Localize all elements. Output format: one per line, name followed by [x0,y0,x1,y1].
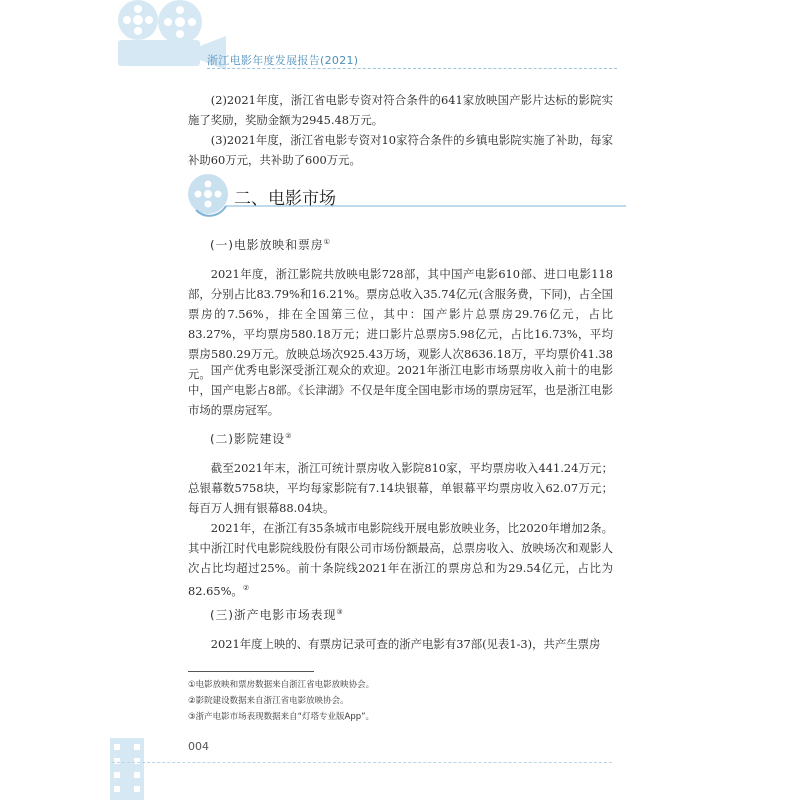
intro-paragraph-2: (3)2021年度，浙江省电影专资对10家符合条件的乡镇电影院实施了补助，每家补助60万元，共补助了600万元。 [188,133,613,167]
intro-paragraph-1: (2)2021年度，浙江省电影专资对符合条件的641家放映国产影片达标的影院实施了奖励，奖励金额为2945.48万元。 [188,93,613,127]
footnote-3: ③浙产电影市场表现数据来自“灯塔专业版App”。 [188,712,375,722]
header-divider [207,68,617,69]
section-title: 二、电影市场 [234,189,336,209]
page-number: 004 [188,740,209,753]
subsection-heading-3: (三)浙产电影市场表现③ [210,608,344,622]
footnote-divider [188,671,314,672]
film-strip-decoration [100,738,150,800]
subsection-1-paragraph-1: 2021年度，浙江影院共放映电影728部，其中国产电影610部、进口电影118部，分别占比83.79%和16.21%。票房总收入35.74亿元(含服务费，下同)，占全国票房的7.56%，排在全国第三位，其中：国产影片总票房29.76亿元，占比83.27%，平均票房580.18万元；进口影片总票房5.98亿元，占比16.73%，平均票房580.29万元。放映总场次925.43万场，观影人次8636.18万，平均票价41.38元。 [188,267,613,381]
footer-divider [112,762,612,763]
running-header: 浙江电影年度发展报告(2021) [207,54,359,67]
footnote-2: ②影院建设数据来自浙江省电影放映协会。 [188,696,349,706]
subsection-3-paragraph-1: 2021年度上映的、有票房记录可查的浙产电影有37部(见表1-3)，共产生票房 [210,637,601,651]
subsection-2-paragraph-1: 截至2021年末，浙江可统计票房收入影院810家，平均票房收入441.24万元；总银幕数5758块，平均每家影院有7.14块银幕，单银幕平均票房收入62.07万元；每百万人拥有银幕88.04块。 [188,461,613,515]
footnote-1: ①电影放映和票房数据来自浙江省电影放映协会。 [188,680,375,690]
subsection-heading-1: (一)电影放映和票房① [210,238,331,252]
subsection-2-paragraph-2: 2021年，在浙江有35条城市电影院线开展电影放映业务，比2020年增加2条。其中浙江时代电影院线股份有限公司市场份额最高，总票房收入、放映场次和观影人次占比均超过25%。前十条院线2021年在浙江的票房总和为29.54亿元，占比为82.65%。② [188,521,613,598]
subsection-1-paragraph-2: 国产优秀电影深受浙江观众的欢迎。2021年浙江电影市场票房收入前十的电影中，国产电影占8部。《长津湖》不仅是年度全国电影市场的票房冠军，也是浙江电影市场的票房冠军。 [188,363,613,417]
section-heading [186,170,626,220]
subsection-heading-2: (二)影院建设② [210,432,293,446]
